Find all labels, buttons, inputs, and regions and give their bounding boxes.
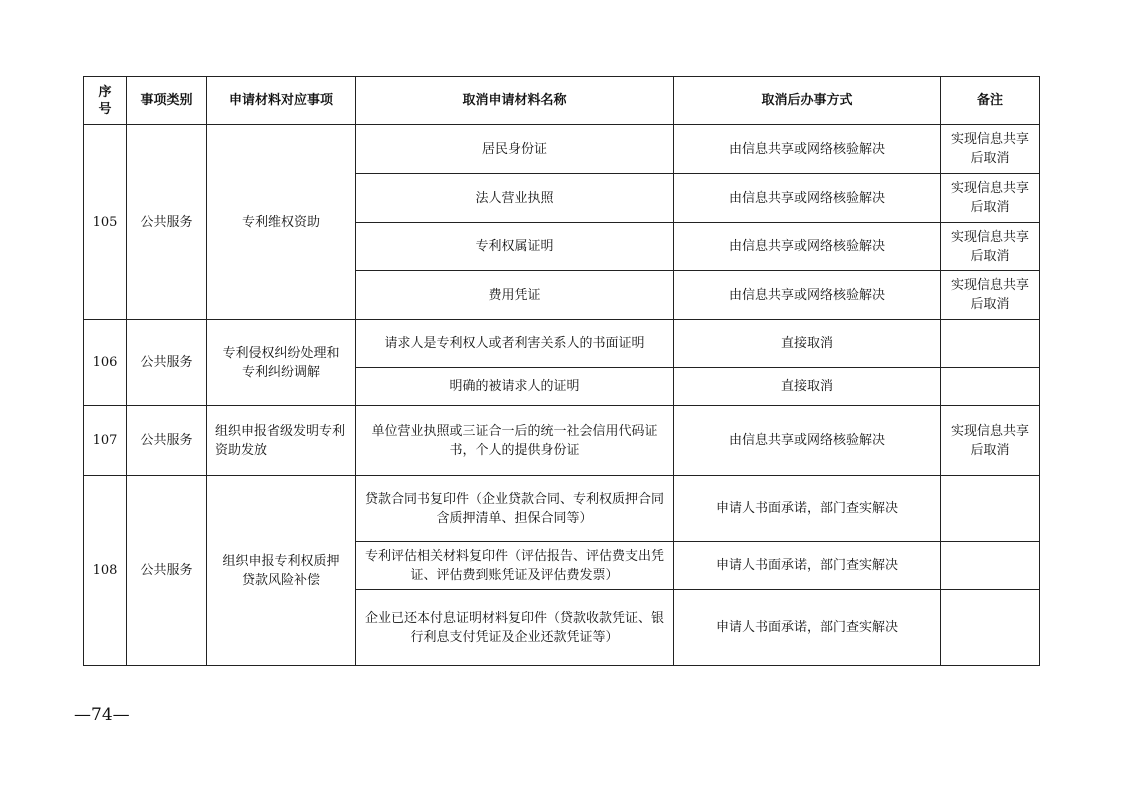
row-material: 贷款合同书复印件（企业贷款合同、专利权质押合同含质押清单、担保合同等） — [356, 476, 674, 542]
header-item: 申请材料对应事项 — [207, 77, 356, 125]
header-category: 事项类别 — [127, 77, 207, 125]
row-material: 居民身份证 — [356, 125, 674, 174]
row-method: 由信息共享或网络核验解决 — [674, 271, 941, 320]
row-material: 专利权属证明 — [356, 223, 674, 271]
header-note: 备注 — [941, 77, 1040, 125]
row-category: 公共服务 — [127, 476, 207, 666]
row-material: 明确的被请求人的证明 — [356, 368, 674, 406]
row-material: 专利评估相关材料复印件（评估报告、评估费支出凭证、评估费到账凭证及评估费发票） — [356, 542, 674, 590]
row-note — [941, 368, 1040, 406]
header-seq: 序号 — [84, 77, 127, 125]
row-number: 107 — [84, 406, 127, 476]
row-item: 组织申报专利权质押贷款风险补偿 — [207, 476, 356, 666]
row-number: 105 — [84, 125, 127, 320]
row-method: 由信息共享或网络核验解决 — [674, 406, 941, 476]
row-note — [941, 320, 1040, 368]
row-note: 实现信息共享后取消 — [941, 174, 1040, 223]
row-material: 法人营业执照 — [356, 174, 674, 223]
row-note — [941, 476, 1040, 542]
header-method: 取消后办事方式 — [674, 77, 941, 125]
row-category: 公共服务 — [127, 320, 207, 406]
table-row — [84, 125, 1040, 174]
materials-table — [83, 76, 1040, 666]
row-material: 企业已还本付息证明材料复印件（贷款收款凭证、银行利息支付凭证及企业还款凭证等） — [356, 590, 674, 666]
row-note: 实现信息共享后取消 — [941, 223, 1040, 271]
table-row — [84, 320, 1040, 368]
row-note: 实现信息共享后取消 — [941, 125, 1040, 174]
row-material: 费用凭证 — [356, 271, 674, 320]
table-row — [84, 476, 1040, 542]
row-note: 实现信息共享后取消 — [941, 271, 1040, 320]
row-method: 直接取消 — [674, 320, 941, 368]
row-method: 由信息共享或网络核验解决 — [674, 223, 941, 271]
row-number: 108 — [84, 476, 127, 666]
row-material: 单位营业执照或三证合一后的统一社会信用代码证书，个人的提供身份证 — [356, 406, 674, 476]
row-item: 专利侵权纠纷处理和专利纠纷调解 — [207, 320, 356, 406]
header-row — [84, 77, 1040, 125]
row-note — [941, 590, 1040, 666]
page-number: —74— — [74, 705, 130, 725]
row-category: 公共服务 — [127, 125, 207, 320]
row-method: 直接取消 — [674, 368, 941, 406]
table-row — [84, 406, 1040, 476]
row-material: 请求人是专利权人或者利害关系人的书面证明 — [356, 320, 674, 368]
row-method: 申请人书面承诺，部门查实解决 — [674, 590, 941, 666]
row-category: 公共服务 — [127, 406, 207, 476]
row-item: 组织申报省级发明专利资助发放 — [207, 406, 356, 476]
row-method: 由信息共享或网络核验解决 — [674, 174, 941, 223]
row-method: 申请人书面承诺，部门查实解决 — [674, 476, 941, 542]
row-item: 专利维权资助 — [207, 125, 356, 320]
header-material: 取消申请材料名称 — [356, 77, 674, 125]
row-method: 申请人书面承诺，部门查实解决 — [674, 542, 941, 590]
row-note — [941, 542, 1040, 590]
row-method: 由信息共享或网络核验解决 — [674, 125, 941, 174]
row-number: 106 — [84, 320, 127, 406]
row-note: 实现信息共享后取消 — [941, 406, 1040, 476]
